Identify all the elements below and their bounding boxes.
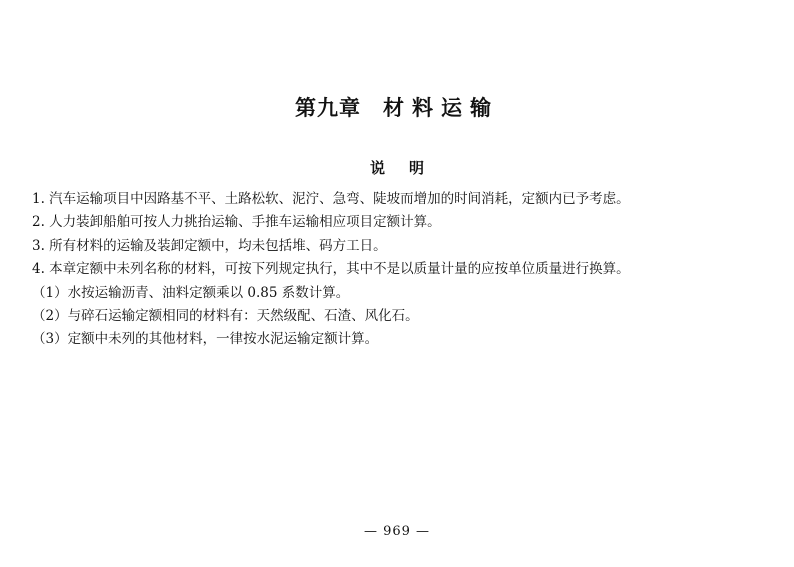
instruction-subitem-2: （2）与碎石运输定额相同的材料有：天然级配、石渣、风化石。 — [32, 308, 419, 325]
instruction-item-3: 3. 所有材料的运输及装卸定额中，均未包括堆、码方工日。 — [32, 237, 387, 254]
chapter-name: 材料运输 — [383, 96, 499, 120]
instruction-subitem-1: （1）水按运输沥青、油料定额乘以 0.85 系数计算。 — [32, 284, 350, 301]
section-heading: 说明 — [369, 159, 448, 177]
instruction-subitem-3: （3）定额中未列的其他材料，一律按水泥运输定额计算。 — [32, 331, 379, 348]
instruction-item-1: 1. 汽车运输项目中因路基不平、土路松软、泥泞、急弯、陡坡而增加的时间消耗，定额内已予考虑。 — [32, 191, 630, 207]
chapter-title — [0, 92, 794, 122]
instruction-item-2: 2. 人力装卸船舶可按人力挑抬运输、手推车运输相应项目定额计算。 — [32, 214, 441, 231]
page-number: — 969 — — [363, 524, 431, 539]
instruction-list — [32, 188, 772, 352]
chapter-number: 第九章 — [295, 96, 361, 120]
instruction-item-4: 4. 本章定额中未列名称的材料，可按下列规定执行，其中不是以质量计量的应按单位质量进行换算。 — [32, 261, 630, 278]
